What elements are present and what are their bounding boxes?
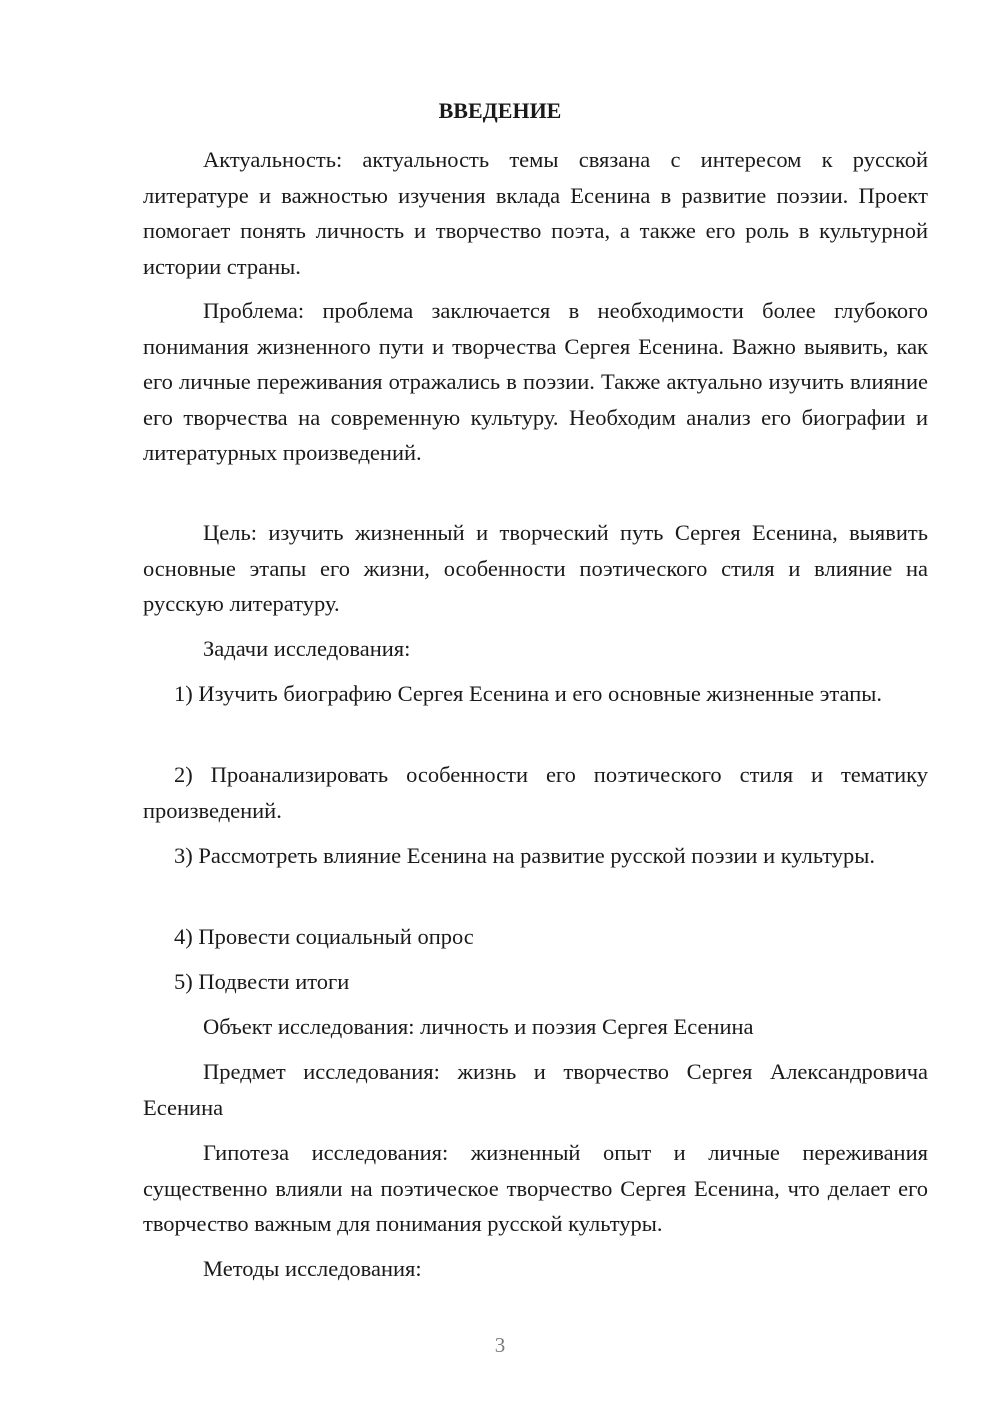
task-item-4: 4) Провести социальный опрос <box>174 924 474 949</box>
paragraph-subject: Предмет исследования: жизнь и творчество Сергея Александровича Есенина <box>143 1059 928 1120</box>
paragraph-object: Объект исследования: личность и поэзия Сергея Есенина <box>203 1014 754 1039</box>
paragraph-relevance: Актуальность: актуальность темы связана с интересом к русской литературе и важностью изучения вклада Есенина в развитие поэзии. Проект помогает понять личность и творчество поэта, а также его роль в культурной истории страны. <box>143 147 928 279</box>
task-item-2: 2) Проанализировать особенности его поэтического стиля и тематику произведений. <box>143 762 928 823</box>
page-number: 3 <box>494 1333 506 1357</box>
paragraph-problem: Проблема: проблема заключается в необходимости более глубокого понимания жизненного пути и творчества Сергея Есенина. Важно выявить, как его личные переживания отражались в поэзии. Также актуально изучить влияние его творчества на современную культуру. Необходим анализ его биографии и литературных произведений. <box>143 298 928 466</box>
methods-heading: Методы исследования: <box>203 1256 422 1281</box>
tasks-heading: Задачи исследования: <box>203 636 411 661</box>
paragraph-goal: Цель: изучить жизненный и творческий путь Сергея Есенина, выявить основные этапы его жизни, особенности поэтического стиля и влияние на русскую литературу. <box>143 520 928 617</box>
task-item-3: 3) Рассмотреть влияние Есенина на развитие русской поэзии и культуры. <box>174 843 876 868</box>
task-item-1: 1) Изучить биографию Сергея Есенина и его основные жизненные этапы. <box>174 681 882 706</box>
section-title: ВВЕДЕНИЕ <box>438 98 562 123</box>
task-item-5: 5) Подвести итоги <box>174 969 350 994</box>
paragraph-hypothesis: Гипотеза исследования: жизненный опыт и личные переживания существенно влияли на поэтическое творчество Сергея Есенина, что делает его творчество важным для понимания русской культуры. <box>143 1140 928 1237</box>
